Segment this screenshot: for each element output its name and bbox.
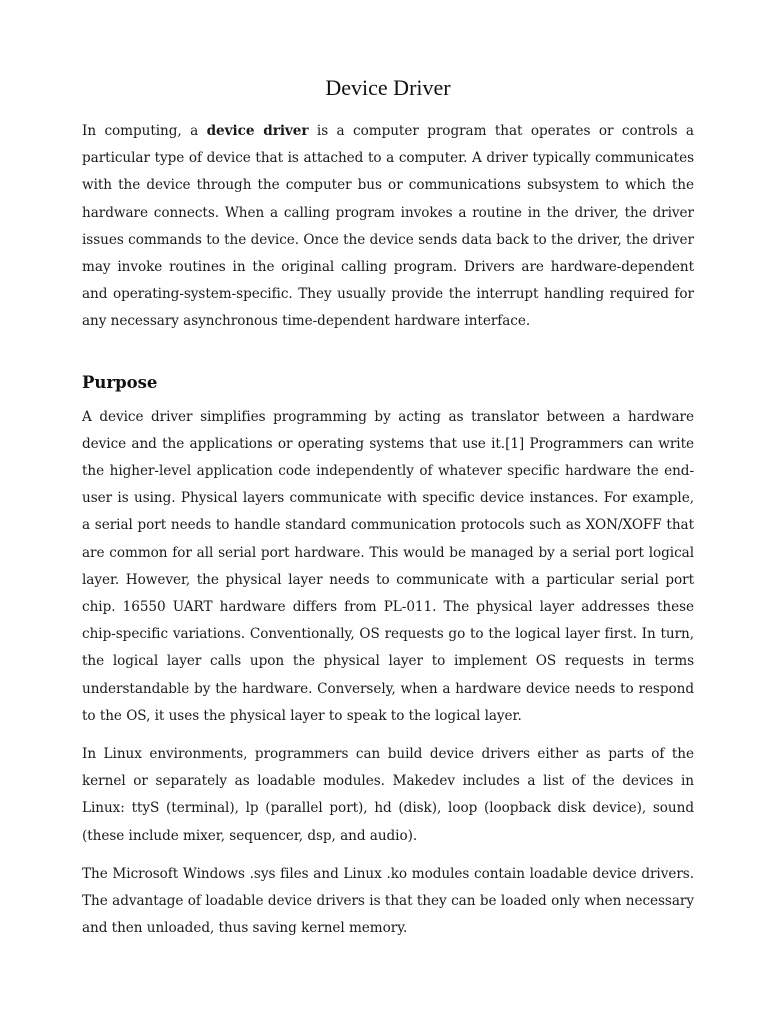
paragraph-linux: In Linux environments, programmers can build device drivers either as parts of the kernel or separately as loadable modules. Makedev includes a list of the devices in Linux: ttyS (terminal), lp (parallel port), hd (disk), loop (loopback disk device), sound (these include mixer, sequencer, dsp, and audio).: [82, 746, 694, 844]
intro-paragraph: [82, 118, 694, 336]
intro-bold-term: device driver: [206, 123, 309, 139]
intro-text-before: In computing, a: [82, 123, 207, 139]
paragraph-purpose: A device driver simplifies programming by acting as translator between a hardware device and the applications or operating systems that use it.[1] Programmers can write the higher-level application code independently of whatever specific hardware the end-user is using. Physical layers communicate with specific device instances. For example, a serial port needs to handle standard communication protocols such as XON/XOFF that are common for all serial port hardware. This would be managed by a serial port logical layer. However, the physical layer needs to communicate with a particular serial port chip. 16550 UART hardware differs from PL-011. The physical layer addresses these chip-specific variations. Conventionally, OS requests go to the logical layer first. In turn, the logical layer calls upon the physical layer to implement OS requests in terms understandable by the hardware. Conversely, when a hardware device needs to respond to the OS, it uses the physical layer to speak to the logical layer.: [82, 408, 694, 724]
page-title: Device Driver: [325, 75, 451, 100]
section-heading-purpose: Purpose: [82, 372, 158, 392]
paragraph-windows: The Microsoft Windows .sys files and Linux .ko modules contain loadable device drivers. The advantage of loadable device drivers is that they can be loaded only when necessary and then unloaded, thus saving kernel memory.: [82, 865, 694, 937]
intro-text-after: is a computer program that operates or controls a particular type of device that is attached to a computer. A driver typically communicates with the device through the computer bus or communications subsystem to which the hardware connects. When a calling program invokes a routine in the driver, the driver issues commands to the device. Once the device sends data back to the driver, the driver may invoke routines in the original calling program. Drivers are hardware-dependent and operating-system-specific. They usually provide the interrupt handling required for any necessary asynchronous time-dependent hardware interface.: [82, 123, 694, 330]
